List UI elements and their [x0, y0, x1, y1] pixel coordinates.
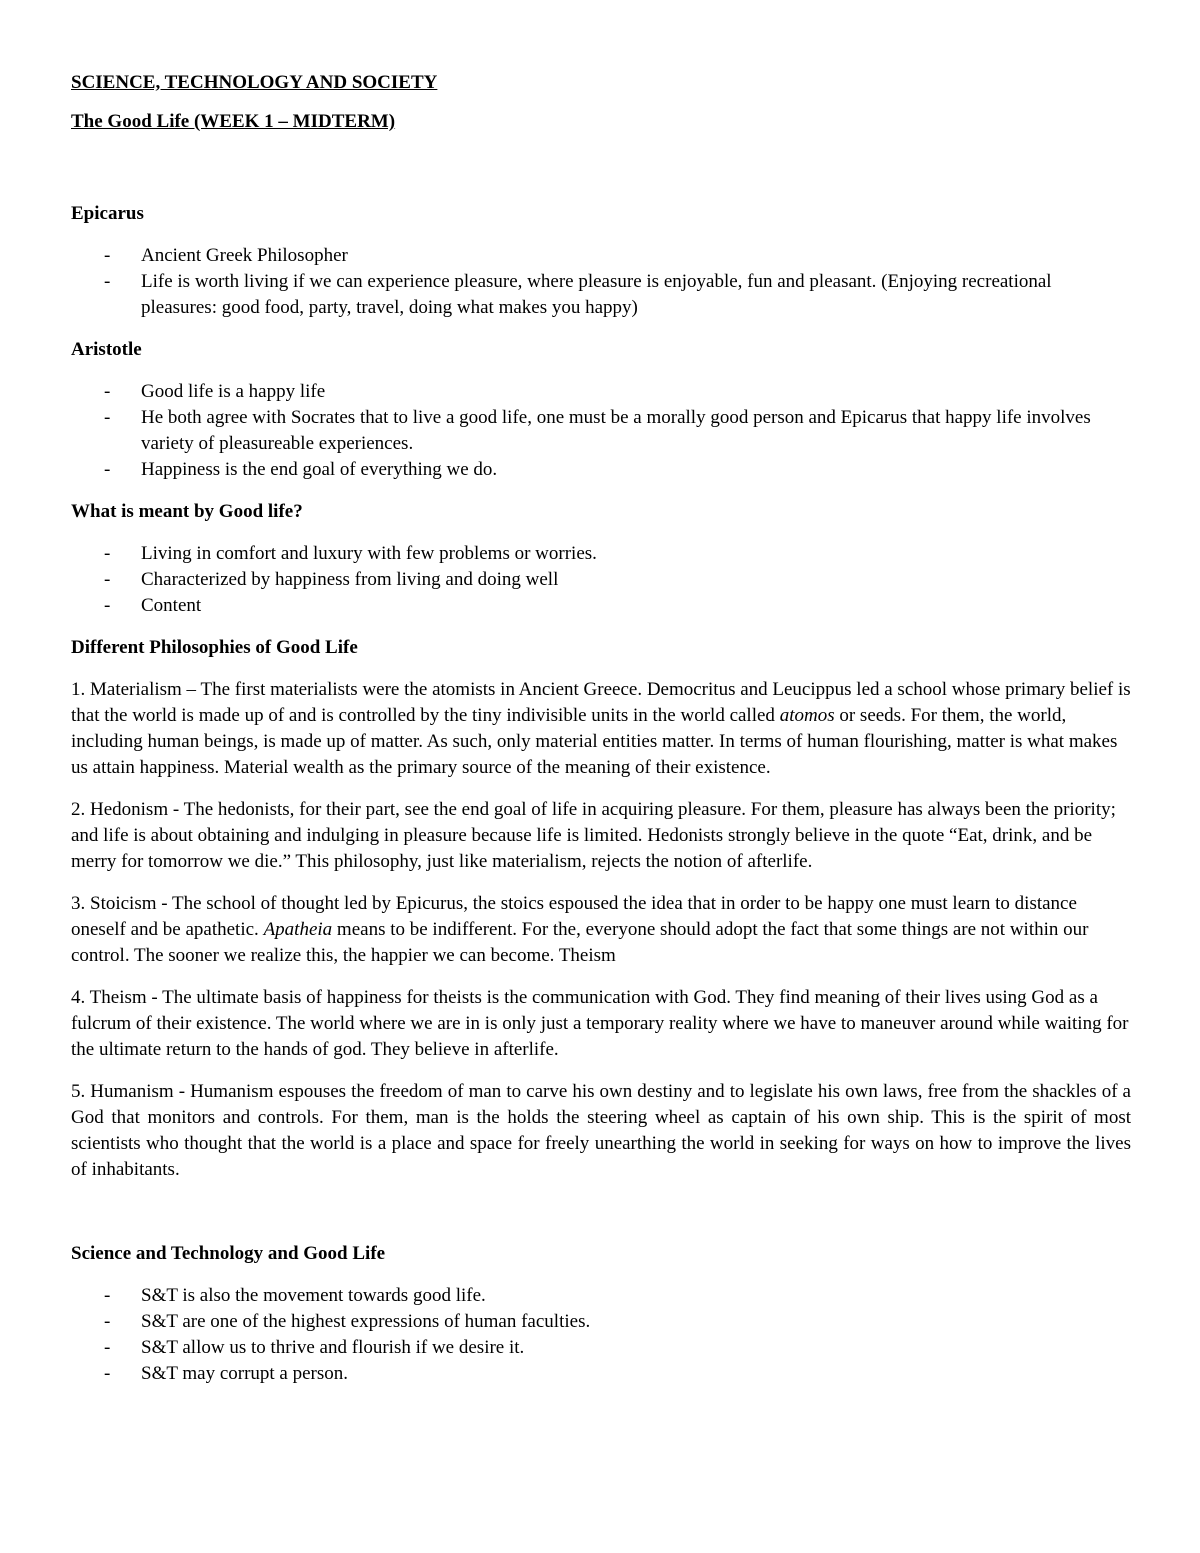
dash-bullet: -	[104, 1285, 111, 1306]
list-item	[71, 1309, 1131, 1335]
document-subtitle: The Good Life (WEEK 1 – MIDTERM)	[71, 111, 396, 132]
list-item-text: Characterized by happiness from living and doing well	[141, 569, 559, 590]
list-item	[71, 243, 1131, 269]
paragraph-theism: 4. Theism - The ultimate basis of happiness for theists is the communication with God. They find meaning of their lives using God as a fulcrum of their existence. The world where we are in is only just a temporary reality where we have to maneuver around while waiting for the ultimate return to the hands of god. They believe in afterlife.	[71, 987, 1129, 1060]
list-item-text: Ancient Greek Philosopher	[141, 245, 348, 266]
paragraph-text: 1. Materialism – The first materialists were the atomists in Ancient Greece. Democritus and Leucippus led a school whose primary belief is that the world is made up of and is controlled by the tiny indivisible units in the world called	[71, 679, 1131, 726]
list-item-text: S&T is also the movement towards good life.	[141, 1285, 486, 1306]
paragraph-hedonism: 2. Hedonism - The hedonists, for their part, see the end goal of life in acquiring pleasure. For them, pleasure has always been the priority; and life is about obtaining and indulging in pleasure because life is limited. Hedonists strongly believe in the quote “Eat, drink, and be merry for tomorrow we die.” This philosophy, just like materialism, rejects the notion of afterlife.	[71, 799, 1116, 872]
list-item-text: Happiness is the end goal of everything we do.	[141, 459, 498, 480]
section-heading-meaning: What is meant by Good life?	[71, 501, 303, 522]
dash-bullet: -	[104, 569, 111, 590]
document-page	[71, 70, 1131, 1387]
list-item	[71, 379, 1131, 405]
paragraph-text: means to be indifferent. For the, everyone should adopt the fact that some things are not within our control. The sooner we realize this, the happier we can become. Theism	[71, 919, 1089, 966]
section-heading-science-technology: Science and Technology and Good Life	[71, 1243, 386, 1264]
meaning-list	[71, 541, 1131, 619]
list-item	[71, 567, 1131, 593]
section-heading-aristotle: Aristotle	[71, 339, 142, 360]
list-item-text: Life is worth living if we can experience pleasure, where pleasure is enjoyable, fun and pleasant. (Enjoying recreational pleasures: good food, party, travel, doing what makes you happy)	[141, 271, 1052, 318]
paragraph-text: or seeds. For them, the world, including human beings, is made up of matter. As such, only material entities matter. In terms of human flourishing, matter is what makes us attain happiness. Material wealth as the primary source of the meaning of their existence.	[71, 705, 1118, 778]
section-heading-philosophies: Different Philosophies of Good Life	[71, 637, 358, 658]
dash-bullet: -	[104, 381, 111, 402]
dash-bullet: -	[104, 1311, 111, 1332]
dash-bullet: -	[104, 1363, 111, 1384]
italic-term: atomos	[779, 705, 835, 726]
list-item-text: S&T allow us to thrive and flourish if we desire it.	[141, 1337, 525, 1358]
paragraph-materialism	[71, 677, 1131, 781]
list-item	[71, 457, 1131, 483]
aristotle-list	[71, 379, 1131, 483]
list-item	[71, 405, 1131, 457]
paragraph-humanism: 5. Humanism - Humanism espouses the freedom of man to carve his own destiny and to legislate his own laws, free from the shackles of a God that monitors and controls. For them, man is the holds the steering wheel as captain of his own ship. This is the spirit of most scientists who thought that the world is a place and space for freely unearthing the world in seeking for ways on how to improve the lives of inhabitants.	[71, 1081, 1131, 1180]
list-item	[71, 1283, 1131, 1309]
list-item	[71, 1361, 1131, 1387]
list-item	[71, 541, 1131, 567]
epicarus-list	[71, 243, 1131, 321]
paragraph-text: 3. Stoicism - The school of thought led by Epicurus, the stoics espoused the idea that in order to be happy one must learn to distance oneself and be apathetic.	[71, 893, 1077, 940]
section-heading-epicarus: Epicarus	[71, 203, 144, 224]
science-technology-list	[71, 1283, 1131, 1387]
dash-bullet: -	[104, 407, 111, 428]
list-item-text: He both agree with Socrates that to live a good life, one must be a morally good person and Epicarus that happy life involves variety of pleasureable experiences.	[141, 407, 1091, 454]
dash-bullet: -	[104, 1337, 111, 1358]
dash-bullet: -	[104, 595, 111, 616]
list-item-text: Living in comfort and luxury with few problems or worries.	[141, 543, 597, 564]
paragraph-stoicism	[71, 891, 1131, 969]
list-item-text: Content	[141, 595, 202, 616]
list-item-text: S&T are one of the highest expressions of human faculties.	[141, 1311, 591, 1332]
dash-bullet: -	[104, 271, 111, 292]
list-item	[71, 269, 1131, 321]
dash-bullet: -	[104, 543, 111, 564]
list-item	[71, 593, 1131, 619]
dash-bullet: -	[104, 245, 111, 266]
list-item-text: S&T may corrupt a person.	[141, 1363, 349, 1384]
italic-term: Apatheia	[263, 919, 333, 940]
list-item-text: Good life is a happy life	[141, 381, 326, 402]
document-title: SCIENCE, TECHNOLOGY AND SOCIETY	[71, 72, 438, 93]
dash-bullet: -	[104, 459, 111, 480]
list-item	[71, 1335, 1131, 1361]
